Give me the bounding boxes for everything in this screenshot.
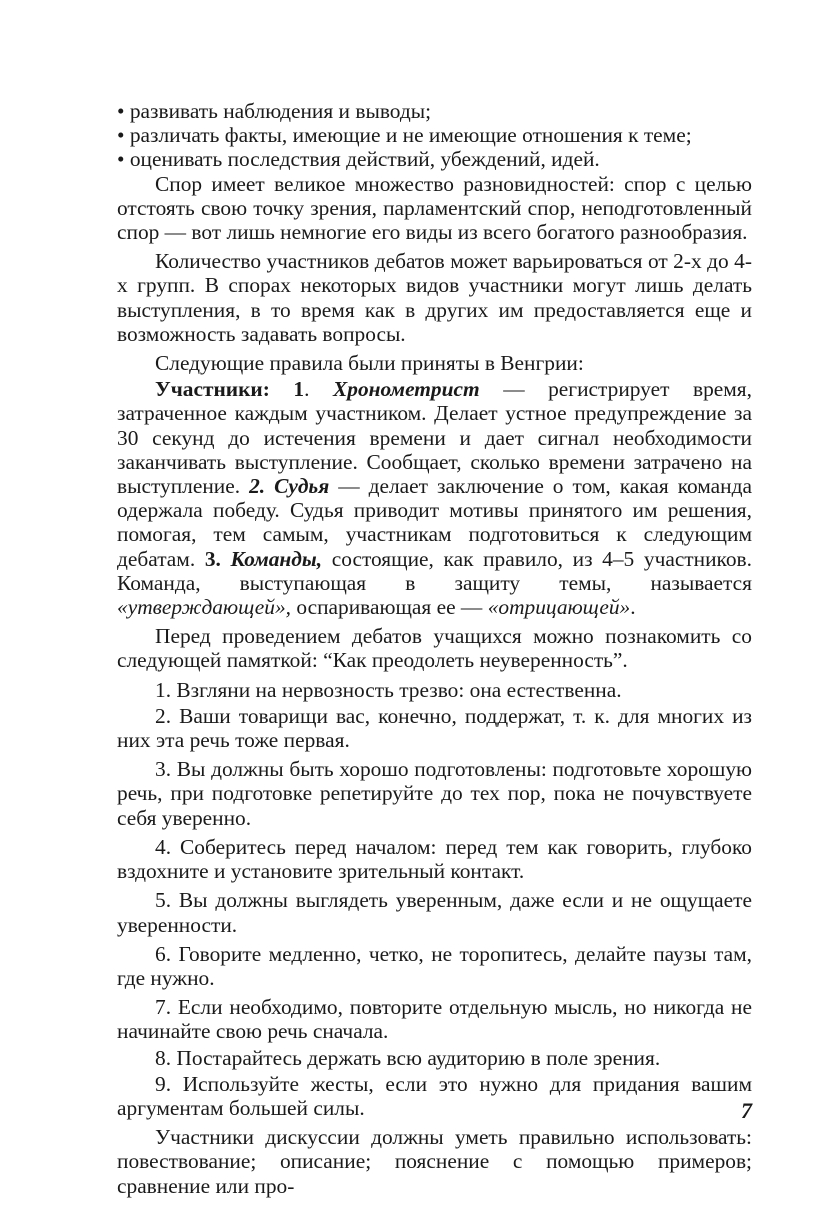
tip-item: 5. Вы должны выглядеть уверенным, даже если и не ощущаете уверенности. bbox=[117, 888, 752, 937]
paragraph-participants: Участники: 1. Хронометрист — регистрирует время, затраченное каждым участником. Делает устное предупреждение за 30 секунд до истечения времени и дает сигнал необходимости заканчивать выступление. Сообщает, сколько времени затрачено на выступление. 2. Судья — делает заключение о том, какая команда одержала победу. Судья приводит мотивы принятого им решения, помогая, тем самым, участникам подготовиться к следующим дебатам. 3. Команды, состоящие, как правило, из 4–5 участников. Команда, выступающая в защиту темы, называется «утверждающей», оспаривающая ее — «отрицающей». bbox=[117, 377, 753, 620]
tip-item: 7. Если необходимо, повторите отдельную мысль, но никогда не начинайте свою речь сначала. bbox=[117, 995, 752, 1044]
bullet-item: • различать факты, имеющие и не имеющие отношения к теме; bbox=[117, 123, 692, 148]
paragraph-final: Участники дискуссии должны уметь правильно использовать: повествование; описание; пояснение с помощью примеров; сравнение или про- bbox=[117, 1125, 752, 1198]
oppose-term: «отрицающей» bbox=[487, 595, 631, 620]
judge-term: 2. Судья bbox=[249, 474, 330, 499]
affirm-term: «утверждающей», bbox=[117, 595, 291, 620]
timekeeper-term: Хронометрист bbox=[333, 377, 480, 402]
tip-item: 8. Постарайтесь держать всю аудиторию в поле зрения. bbox=[155, 1045, 661, 1070]
tip-item: 3. Вы должны быть хорошо подготовлены: подготовьте хорошую речь, при подготовке репетируйте до тех пор, пока не почувствуете себя уверенно. bbox=[117, 757, 752, 830]
page-number: 7 bbox=[741, 1098, 752, 1123]
paragraph-participant-count: Количество участников дебатов может варьироваться от 2-х до 4-х групп. В спорах некоторых видов участники могут лишь делать выступления, в то время как в других им предоставляется еще и возможность задавать вопросы. bbox=[117, 249, 752, 346]
paragraph-dispute-types: Спор имеет великое множество разновидностей: спор с целью отстоять свою точку зрения, парламентский спор, неподготовленный спор — вот лишь немногие его виды из всего богатого разнообразия. bbox=[117, 171, 752, 245]
tip-item: 9. Используйте жесты, если это нужно для придания вашим аргументам большей силы. bbox=[117, 1071, 752, 1120]
paragraph-rules-intro: Следующие правила были приняты в Венгрии: bbox=[155, 351, 584, 376]
tip-item: 1. Взгляни на нервозность трезво: она естественна. bbox=[155, 677, 622, 702]
bullet-item: • оценивать последствия действий, убеждений, идей. bbox=[117, 147, 600, 172]
tip-item: 6. Говорите медленно, четко, не торопитесь, делайте паузы там, где нужно. bbox=[117, 941, 752, 990]
bullet-item: • развивать наблюдения и выводы; bbox=[117, 99, 432, 123]
body-text bbox=[117, 99, 752, 1198]
participants-label: Участники: 1 bbox=[155, 377, 305, 402]
teams-term: Команды, bbox=[220, 546, 323, 571]
tip-item: 4. Соберитесь перед началом: перед тем как говорить, глубоко вздохните и установите зрительный контакт. bbox=[117, 834, 752, 884]
paragraph-memo-intro: Перед проведением дебатов учащихся можно познакомить со следующей памяткой: “Как преодолеть неуверенность”. bbox=[117, 624, 752, 673]
tip-item: 2. Ваши товарищи вас, конечно, поддержат, т. к. для многих из них эта речь тоже первая. bbox=[117, 703, 752, 753]
